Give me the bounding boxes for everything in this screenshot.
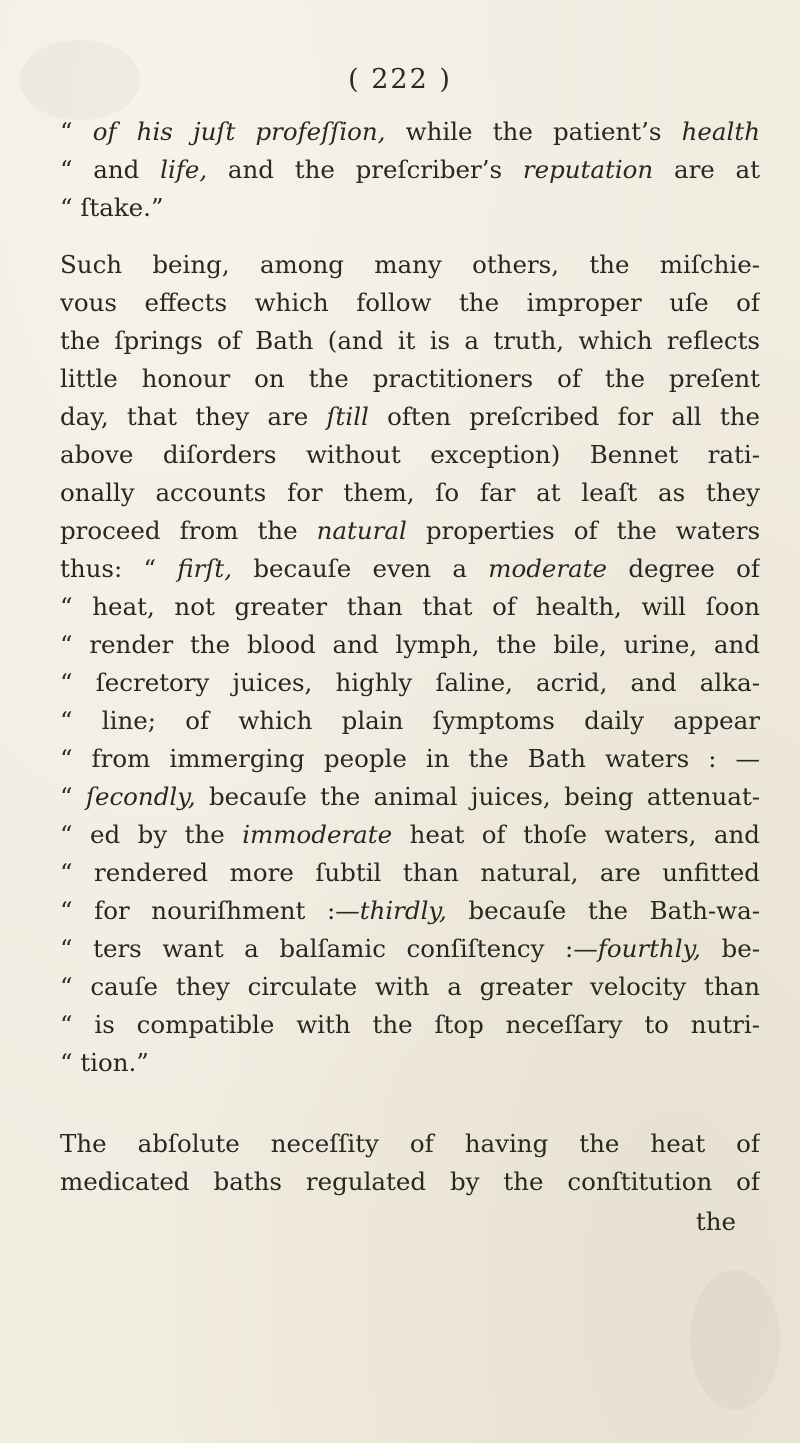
text-line: “ heat, not greater than that of health, will ſoon <box>60 592 760 621</box>
italic-word: firſt, <box>177 554 233 583</box>
italic-phrase: of his juſt profeſſion, <box>92 117 386 146</box>
quote-line: “ ſtake.” <box>60 193 164 222</box>
continued-quote <box>60 113 760 227</box>
text-line: “ from immerging people in the Bath waters : — <box>60 744 760 773</box>
text-line: “ ed by the immoderate heat of thoſe waters, and <box>60 820 760 849</box>
text-line: “ cauſe they circulate with a greater velocity than <box>60 972 760 1001</box>
italic-word: ſtill <box>326 402 369 431</box>
text-line: “ ſecretory juices, highly ſaline, acrid, and alka- <box>60 668 760 697</box>
text-line: the ſprings of Bath (and it is a truth, which reflects <box>60 326 760 355</box>
text-line: “ ſecondly, becauſe the animal juices, being attenuat- <box>60 782 760 811</box>
text-line: above diſorders without exception) Bennet rati- <box>60 440 760 469</box>
italic-word: immoderate <box>242 820 393 849</box>
italic-word: thirdly, <box>359 896 447 925</box>
catchword: the <box>695 1207 736 1236</box>
text-line: The abſolute neceſſity of having the heat of <box>60 1129 760 1158</box>
italic-word: reputation <box>522 155 654 184</box>
page-number: ( 222 ) <box>348 64 452 95</box>
text-line: “ line; of which plain ſymptoms daily appear <box>60 706 760 735</box>
paragraph-closing <box>60 1125 760 1201</box>
text-line: “ for nouriſhment :—thirdly, becauſe the Bath-wa- <box>60 896 760 925</box>
text-line: Such being, among many others, the miſchie- <box>60 250 760 279</box>
text-line: day, that they are ſtill often preſcribed for all the <box>60 402 760 431</box>
text-line: thus: “ firſt, becauſe even a moderate degree of <box>60 554 760 583</box>
paragraph-main <box>60 246 760 1082</box>
text-line: “ ters want a balſamic conſiſtency :—fourthly, be- <box>60 934 760 963</box>
italic-word: moderate <box>488 554 608 583</box>
quote-line: “ and life, and the preſcriber’s reputation are at <box>60 155 760 184</box>
text-line: proceed from the natural properties of the waters <box>60 516 760 545</box>
italic-word: life, <box>160 155 208 184</box>
quote-line: “ of his juſt profeſſion, while the patient’s health <box>60 117 760 146</box>
text-line: “ render the blood and lymph, the bile, urine, and <box>60 630 760 659</box>
text-line: “ tion.” <box>60 1048 149 1077</box>
text-line: “ rendered more ſubtil than natural, are unfitted <box>60 858 760 887</box>
italic-word: fourthly, <box>597 934 701 963</box>
text-line: little honour on the practitioners of the preſent <box>60 364 760 393</box>
text-line: medicated baths regulated by the conſtitution of <box>60 1167 760 1196</box>
text-line: vous effects which follow the improper uſe of <box>60 288 760 317</box>
text-line: “ is compatible with the ſtop neceſſary to nutri- <box>60 1010 760 1039</box>
text-line: onally accounts for them, ſo far at leaſt as they <box>60 478 760 507</box>
italic-word: ſecondly, <box>85 782 196 811</box>
paper-stain <box>690 1270 780 1410</box>
italic-word: natural <box>316 516 407 545</box>
italic-word: health <box>681 117 760 146</box>
